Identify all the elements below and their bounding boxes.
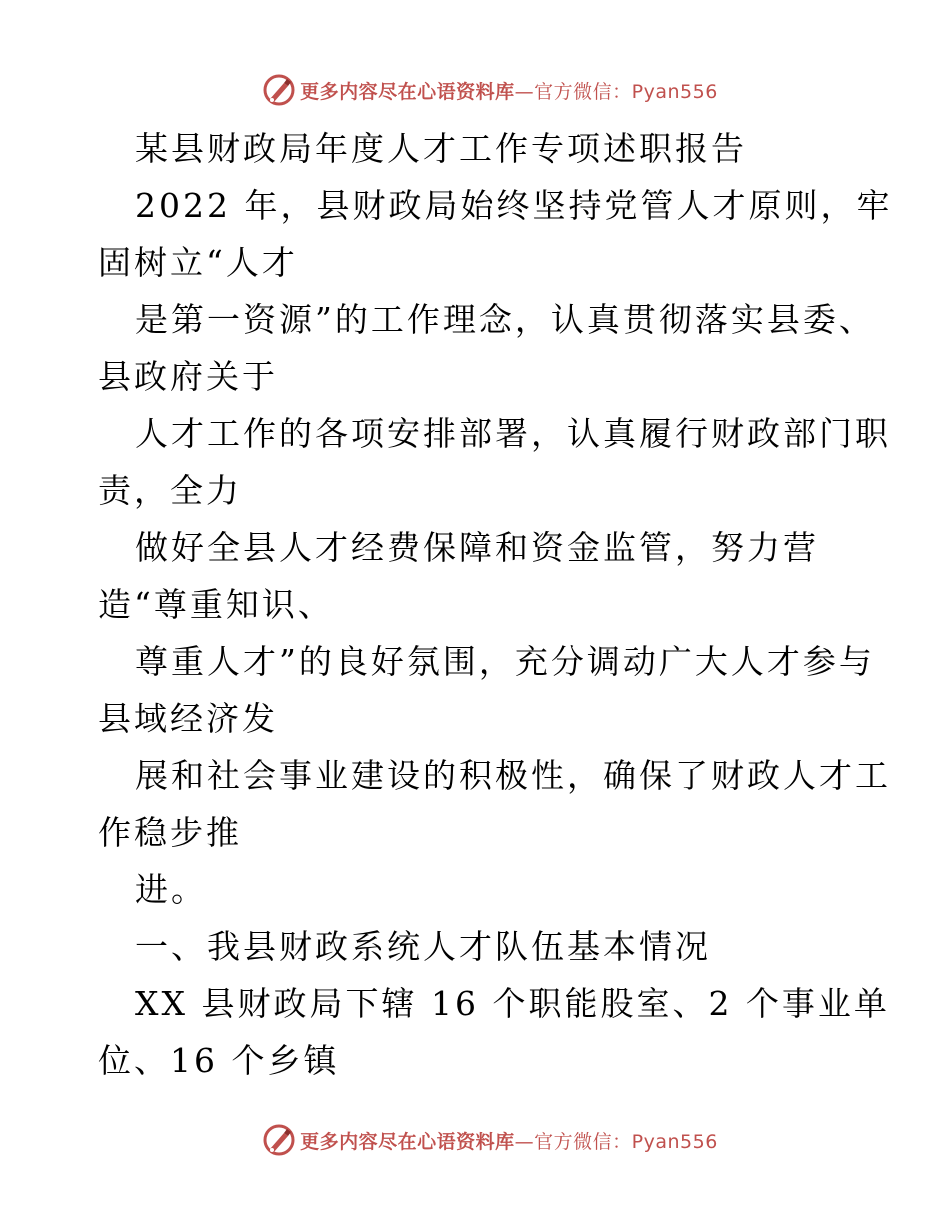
paragraph-line: 县政府关于 bbox=[98, 357, 278, 396]
paragraph-line: 尊重人才”的良好氛围，充分调动广大人才参与 bbox=[135, 642, 875, 681]
footer-banner bbox=[0, 1120, 950, 1160]
paragraph-line: 进。 bbox=[135, 870, 207, 909]
header-banner-content bbox=[262, 73, 718, 107]
paragraph-line: 位、16 个乡镇 bbox=[98, 1041, 340, 1080]
paragraph-line: 是第一资源”的工作理念，认真贯彻落实县委、 bbox=[135, 300, 875, 339]
paragraph-line: 责，全力 bbox=[98, 471, 242, 510]
banner-separator: — bbox=[514, 80, 535, 103]
paragraph-line: 2022 年，县财政局始终坚持党管人才原则，牢 bbox=[135, 186, 893, 225]
paragraph-line: 固树立“人才 bbox=[98, 243, 298, 282]
header-banner bbox=[0, 70, 950, 110]
banner-contact-text: 官方微信：Pyan556 bbox=[534, 1130, 718, 1153]
banner-main-text: 更多内容尽在心语资料库 bbox=[300, 80, 515, 103]
paragraph-line: 县域经济发 bbox=[98, 699, 278, 738]
paragraph-line: 作稳步推 bbox=[98, 813, 242, 852]
banner-contact-text: 官方微信：Pyan556 bbox=[534, 80, 718, 103]
paragraph-line: 人才工作的各项安排部署，认真履行财政部门职 bbox=[135, 414, 891, 453]
paragraph-line: 展和社会事业建设的积极性，确保了财政人才工 bbox=[135, 756, 891, 795]
document-title: 某县财政局年度人才工作专项述职报告 bbox=[135, 129, 747, 168]
pen-logo-icon bbox=[262, 73, 296, 107]
document-body bbox=[98, 120, 893, 1089]
banner-main-text: 更多内容尽在心语资料库 bbox=[300, 1130, 515, 1153]
pen-logo-icon bbox=[262, 1123, 296, 1157]
banner-separator: — bbox=[514, 1130, 535, 1153]
paragraph-line: 做好全县人才经费保障和资金监管，努力营 bbox=[135, 528, 819, 567]
footer-banner-content bbox=[262, 1123, 718, 1157]
paragraph-line: 造“尊重知识、 bbox=[98, 585, 334, 624]
paragraph-line: XX 县财政局下辖 16 个职能股室、2 个事业单 bbox=[135, 984, 890, 1023]
section-heading: 一、我县财政系统人才队伍基本情况 bbox=[135, 927, 711, 966]
